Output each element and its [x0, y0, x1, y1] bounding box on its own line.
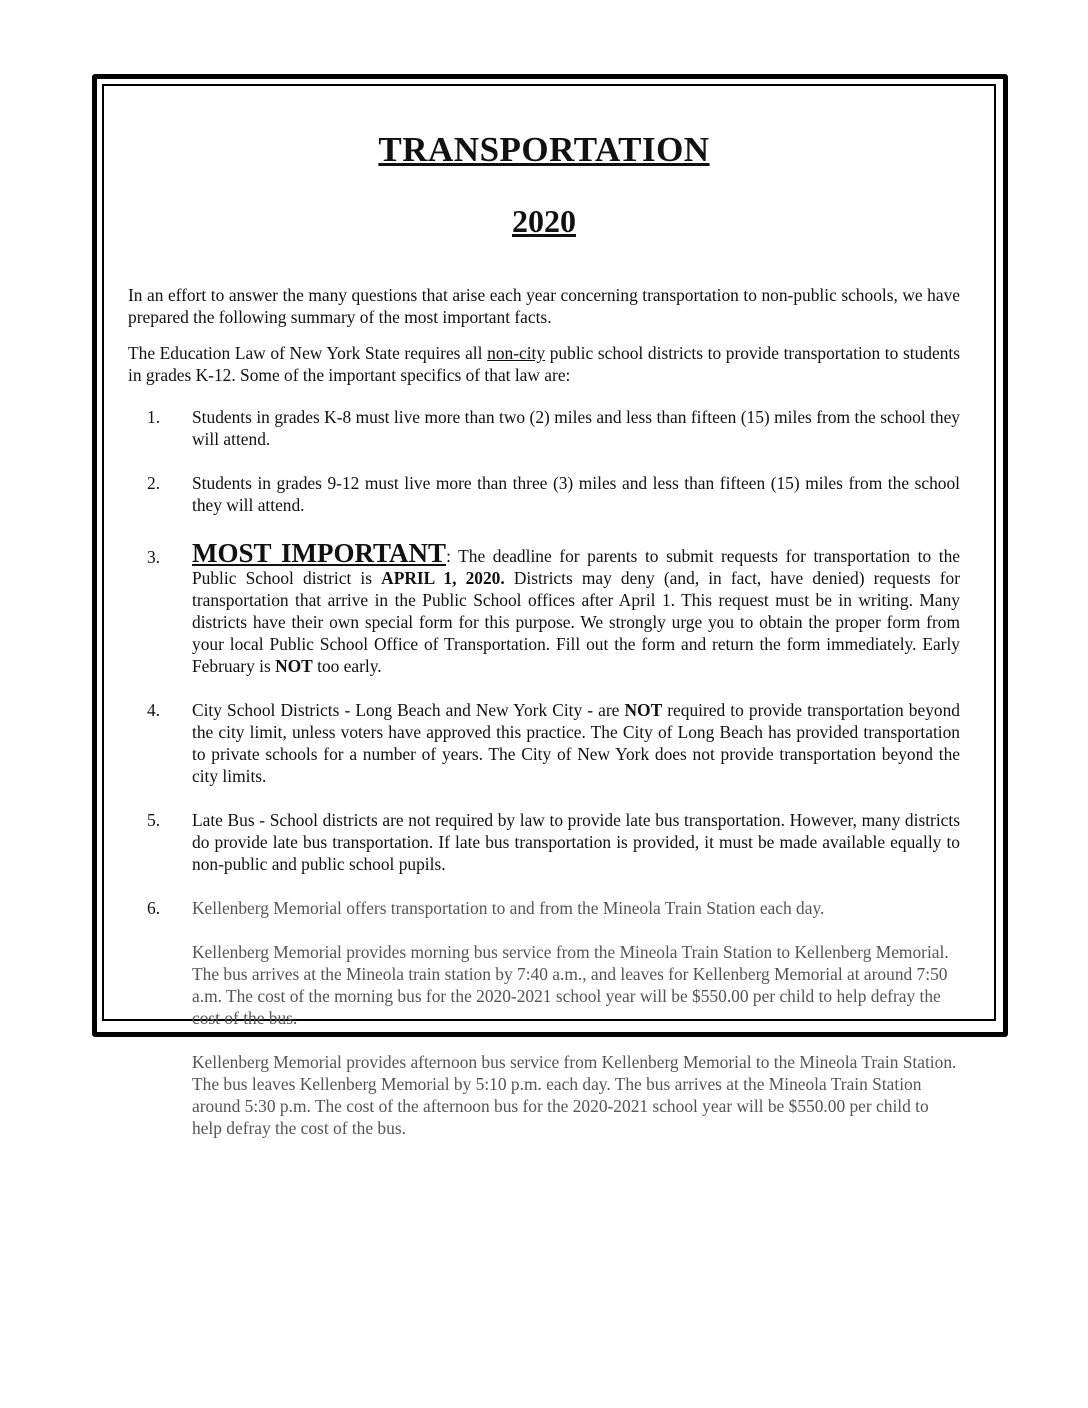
item-3-text-a: : The deadline for parents to submit requests for transportation to the Public School district is	[192, 546, 960, 588]
item-text: Students in grades 9-12 must live more than three (3) miles and less than fifteen (15) miles from the school they will attend.	[192, 473, 960, 515]
list-item-3	[128, 540, 960, 677]
list-item-6	[128, 897, 960, 919]
item-number: 2.	[147, 473, 161, 493]
page-title: TRANSPORTATION	[378, 130, 710, 169]
most-important-heading: MOST IMPORTANT	[192, 538, 447, 568]
item-text	[192, 540, 960, 677]
list-item-1	[128, 406, 960, 450]
not-emphasis: NOT	[624, 700, 663, 720]
item-text: Kellenberg Memorial offers transportation to and from the Mineola Train Station each day.	[192, 898, 825, 918]
item-number: 4.	[147, 700, 161, 720]
item-number: 1.	[147, 407, 161, 427]
item-3-text-c: too early.	[312, 656, 382, 676]
intro-paragraph-1: In an effort to answer the many questions that arise each year concerning transportation to non-public schools, we have prepared the following summary of the most important facts.	[128, 285, 960, 327]
intro-paragraph-2	[128, 342, 960, 386]
afternoon-bus-paragraph: Kellenberg Memorial provides afternoon bus service from Kellenberg Memorial to the Mineola Train Station. The bus leaves Kellenberg Memorial by 5:10 p.m. each day. The bus arrives at the Mineola Train Station around 5:30 p.m. The cost of the afternoon bus for the 2020-2021 school year will be $550.00 per child to help defray the cost of the bus.	[192, 1052, 957, 1138]
list-item-2	[128, 472, 960, 516]
item-number: 5.	[147, 810, 161, 830]
intro-2-underlined: non-city	[487, 343, 546, 363]
page-year: 2020	[512, 203, 576, 239]
list-item-4	[128, 699, 960, 787]
item-4-text-b: required to provide transportation beyond the city limit, unless voters have approved this practice. The City of Long Beach has provided transportation to private schools for a number of years. The City of New York does not provide transportation beyond the city limits.	[192, 700, 960, 786]
not-emphasis: NOT	[275, 656, 313, 676]
document-content	[128, 84, 960, 1139]
item-text: Students in grades K-8 must live more than two (2) miles and less than fifteen (15) miles from the school they will attend.	[192, 407, 960, 449]
item-text: Late Bus - School districts are not required by law to provide late bus transportation. However, many districts do provide late bus transportation. If late bus transportation is provided, it must be made available equally to non-public and public school pupils.	[192, 810, 960, 874]
morning-bus-paragraph: Kellenberg Memorial provides morning bus service from the Mineola Train Station to Kellenberg Memorial. The bus arrives at the Mineola train station by 7:40 a.m., and leaves for Kellenberg Memorial at around 7:50 a.m. The cost of the morning bus for the 2020-2021 school year will be $550.00 per child to help defray the cost of the bus.	[192, 942, 949, 1028]
item-number: 3.	[147, 547, 161, 567]
item-3-text-b: Districts may deny (and, in fact, have denied) requests for transportation that arrive in the Public School offices after April 1. This request must be in writing. Many districts have their own special form for this purpose. We strongly urge you to obtain the proper form from your local Public School Office of Transportation. Fill out the form and return the form immediately. Early February is	[192, 568, 961, 676]
item-text	[192, 699, 960, 787]
deadline-date: APRIL 1, 2020.	[381, 568, 505, 588]
intro-2-after: public school districts to provide transportation to students in grades K-12. Some of the important specifics of that law are:	[128, 343, 960, 385]
item-4-text-a: City School Districts - Long Beach and New York City - are	[192, 700, 625, 720]
requirements-list	[128, 406, 960, 919]
item-number: 6.	[147, 898, 161, 918]
list-item-5	[128, 809, 960, 875]
intro-2-before: The Education Law of New York State requires all	[128, 343, 488, 363]
